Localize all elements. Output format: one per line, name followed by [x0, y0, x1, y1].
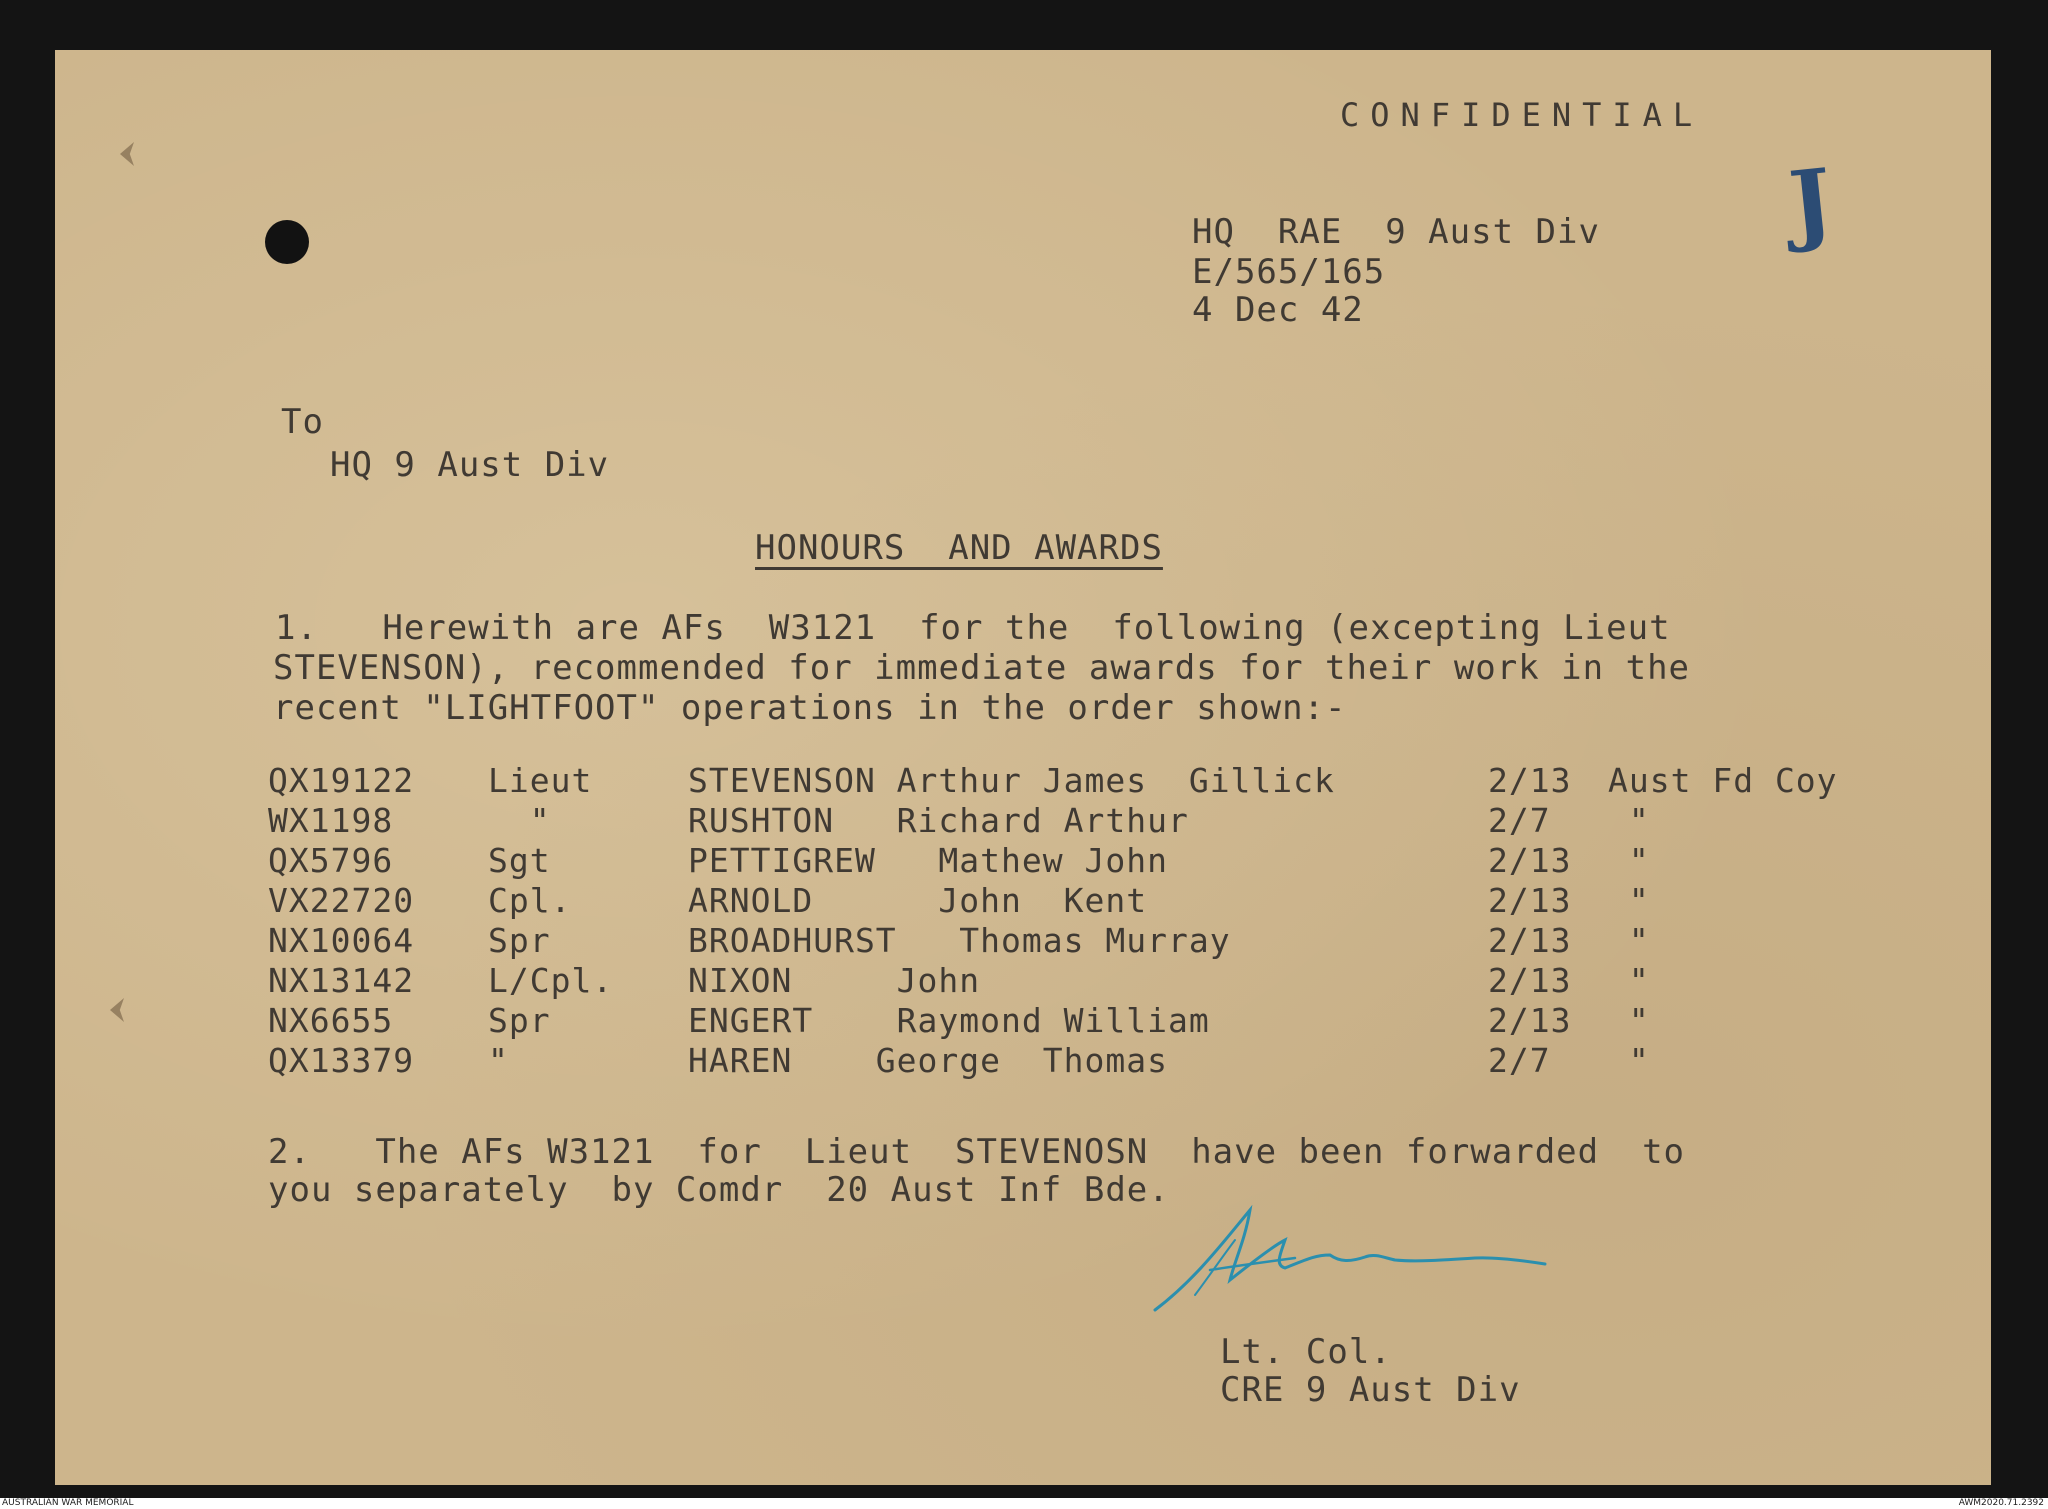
document-title: HONOURS AND AWARDS [755, 528, 1163, 568]
tear-mark-bottom [110, 998, 124, 1022]
rank: L/Cpl. [488, 960, 614, 1000]
service-number: WX1198 [268, 800, 394, 840]
paragraph-1-line-2: STEVENSON), recommended for immediate awards for their work in the [273, 648, 1691, 688]
unit-suffix: " [1608, 880, 1650, 920]
unit: 2/13 [1488, 880, 1572, 920]
member-name: PETTIGREW Mathew John [688, 840, 1168, 880]
unit-suffix: " [1608, 800, 1650, 840]
table-row [268, 760, 1908, 800]
table-row [268, 1040, 1908, 1080]
member-name: RUSHTON Richard Arthur [688, 800, 1189, 840]
member-name: ARNOLD John Kent [688, 880, 1148, 920]
unit: 2/7 [1488, 800, 1551, 840]
unit-suffix: " [1608, 920, 1650, 960]
document-sheet [55, 50, 1991, 1485]
rank: Sgt [488, 840, 551, 880]
unit: 2/13 [1488, 960, 1572, 1000]
service-number: NX13142 [268, 960, 415, 1000]
paragraph-2-line-1: 2. The AFs W3121 for Lieut STEVENOSN have been forwarded to [268, 1132, 1686, 1172]
unit: 2/13 [1488, 760, 1572, 800]
member-name: HAREN George Thomas [688, 1040, 1168, 1080]
unit-suffix: " [1608, 960, 1650, 1000]
unit-suffix: Aust Fd Coy [1608, 760, 1838, 800]
rank: " [488, 800, 551, 840]
table-row [268, 800, 1908, 840]
to-label: To [281, 402, 324, 442]
unit: 2/13 [1488, 840, 1572, 880]
classification-heading: CONFIDENTIAL [1340, 96, 1704, 134]
member-name: STEVENSON Arthur James Gillick [688, 760, 1335, 800]
document-date: 4 Dec 42 [1192, 290, 1364, 330]
service-number: VX22720 [268, 880, 415, 920]
table-row [268, 880, 1908, 920]
table-row [268, 960, 1908, 1000]
handwritten-signature [1135, 1200, 1555, 1320]
service-number: NX10064 [268, 920, 415, 960]
member-name: BROADHURST Thomas Murray [688, 920, 1231, 960]
table-row [268, 920, 1908, 960]
signatory-rank: Lt. Col. [1220, 1332, 1392, 1372]
awards-roster-table [268, 760, 1908, 1080]
table-row [268, 840, 1908, 880]
service-number: QX5796 [268, 840, 394, 880]
unit-suffix: " [1608, 1000, 1650, 1040]
file-reference: E/565/165 [1192, 252, 1386, 292]
signatory-appointment: CRE 9 Aust Div [1220, 1370, 1521, 1410]
service-number: QX19122 [268, 760, 415, 800]
archive-credit: AUSTRALIAN WAR MEMORIAL [2, 1498, 134, 1508]
member-name: ENGERT Raymond William [688, 1000, 1210, 1040]
unit: 2/13 [1488, 920, 1572, 960]
sender-unit: HQ RAE 9 Aust Div [1192, 212, 1600, 252]
paragraph-1-line-1: 1. Herewith are AFs W3121 for the following (excepting Lieut [275, 608, 1671, 648]
rank: Cpl. [488, 880, 572, 920]
file-letter-stamp: J [1784, 148, 1837, 256]
archive-accession-number: AWM2020.71.2392 [1958, 1498, 2044, 1508]
unit-suffix: " [1608, 840, 1650, 880]
rank: Spr [488, 1000, 551, 1040]
unit: 2/7 [1488, 1040, 1551, 1080]
rank: Spr [488, 920, 551, 960]
tear-mark-top [120, 142, 134, 166]
punch-hole [265, 220, 309, 264]
recipient: HQ 9 Aust Div [330, 445, 610, 485]
unit-suffix: " [1608, 1040, 1650, 1080]
unit: 2/13 [1488, 1000, 1572, 1040]
member-name: NIXON John [688, 960, 981, 1000]
rank: " [488, 1040, 509, 1080]
rank: Lieut [488, 760, 593, 800]
paragraph-1-line-3: recent "LIGHTFOOT" operations in the order shown:- [273, 688, 1347, 728]
service-number: NX6655 [268, 1000, 394, 1040]
service-number: QX13379 [268, 1040, 415, 1080]
table-row [268, 1000, 1908, 1040]
paragraph-2-line-2: you separately by Comdr 20 Aust Inf Bde. [268, 1170, 1170, 1210]
